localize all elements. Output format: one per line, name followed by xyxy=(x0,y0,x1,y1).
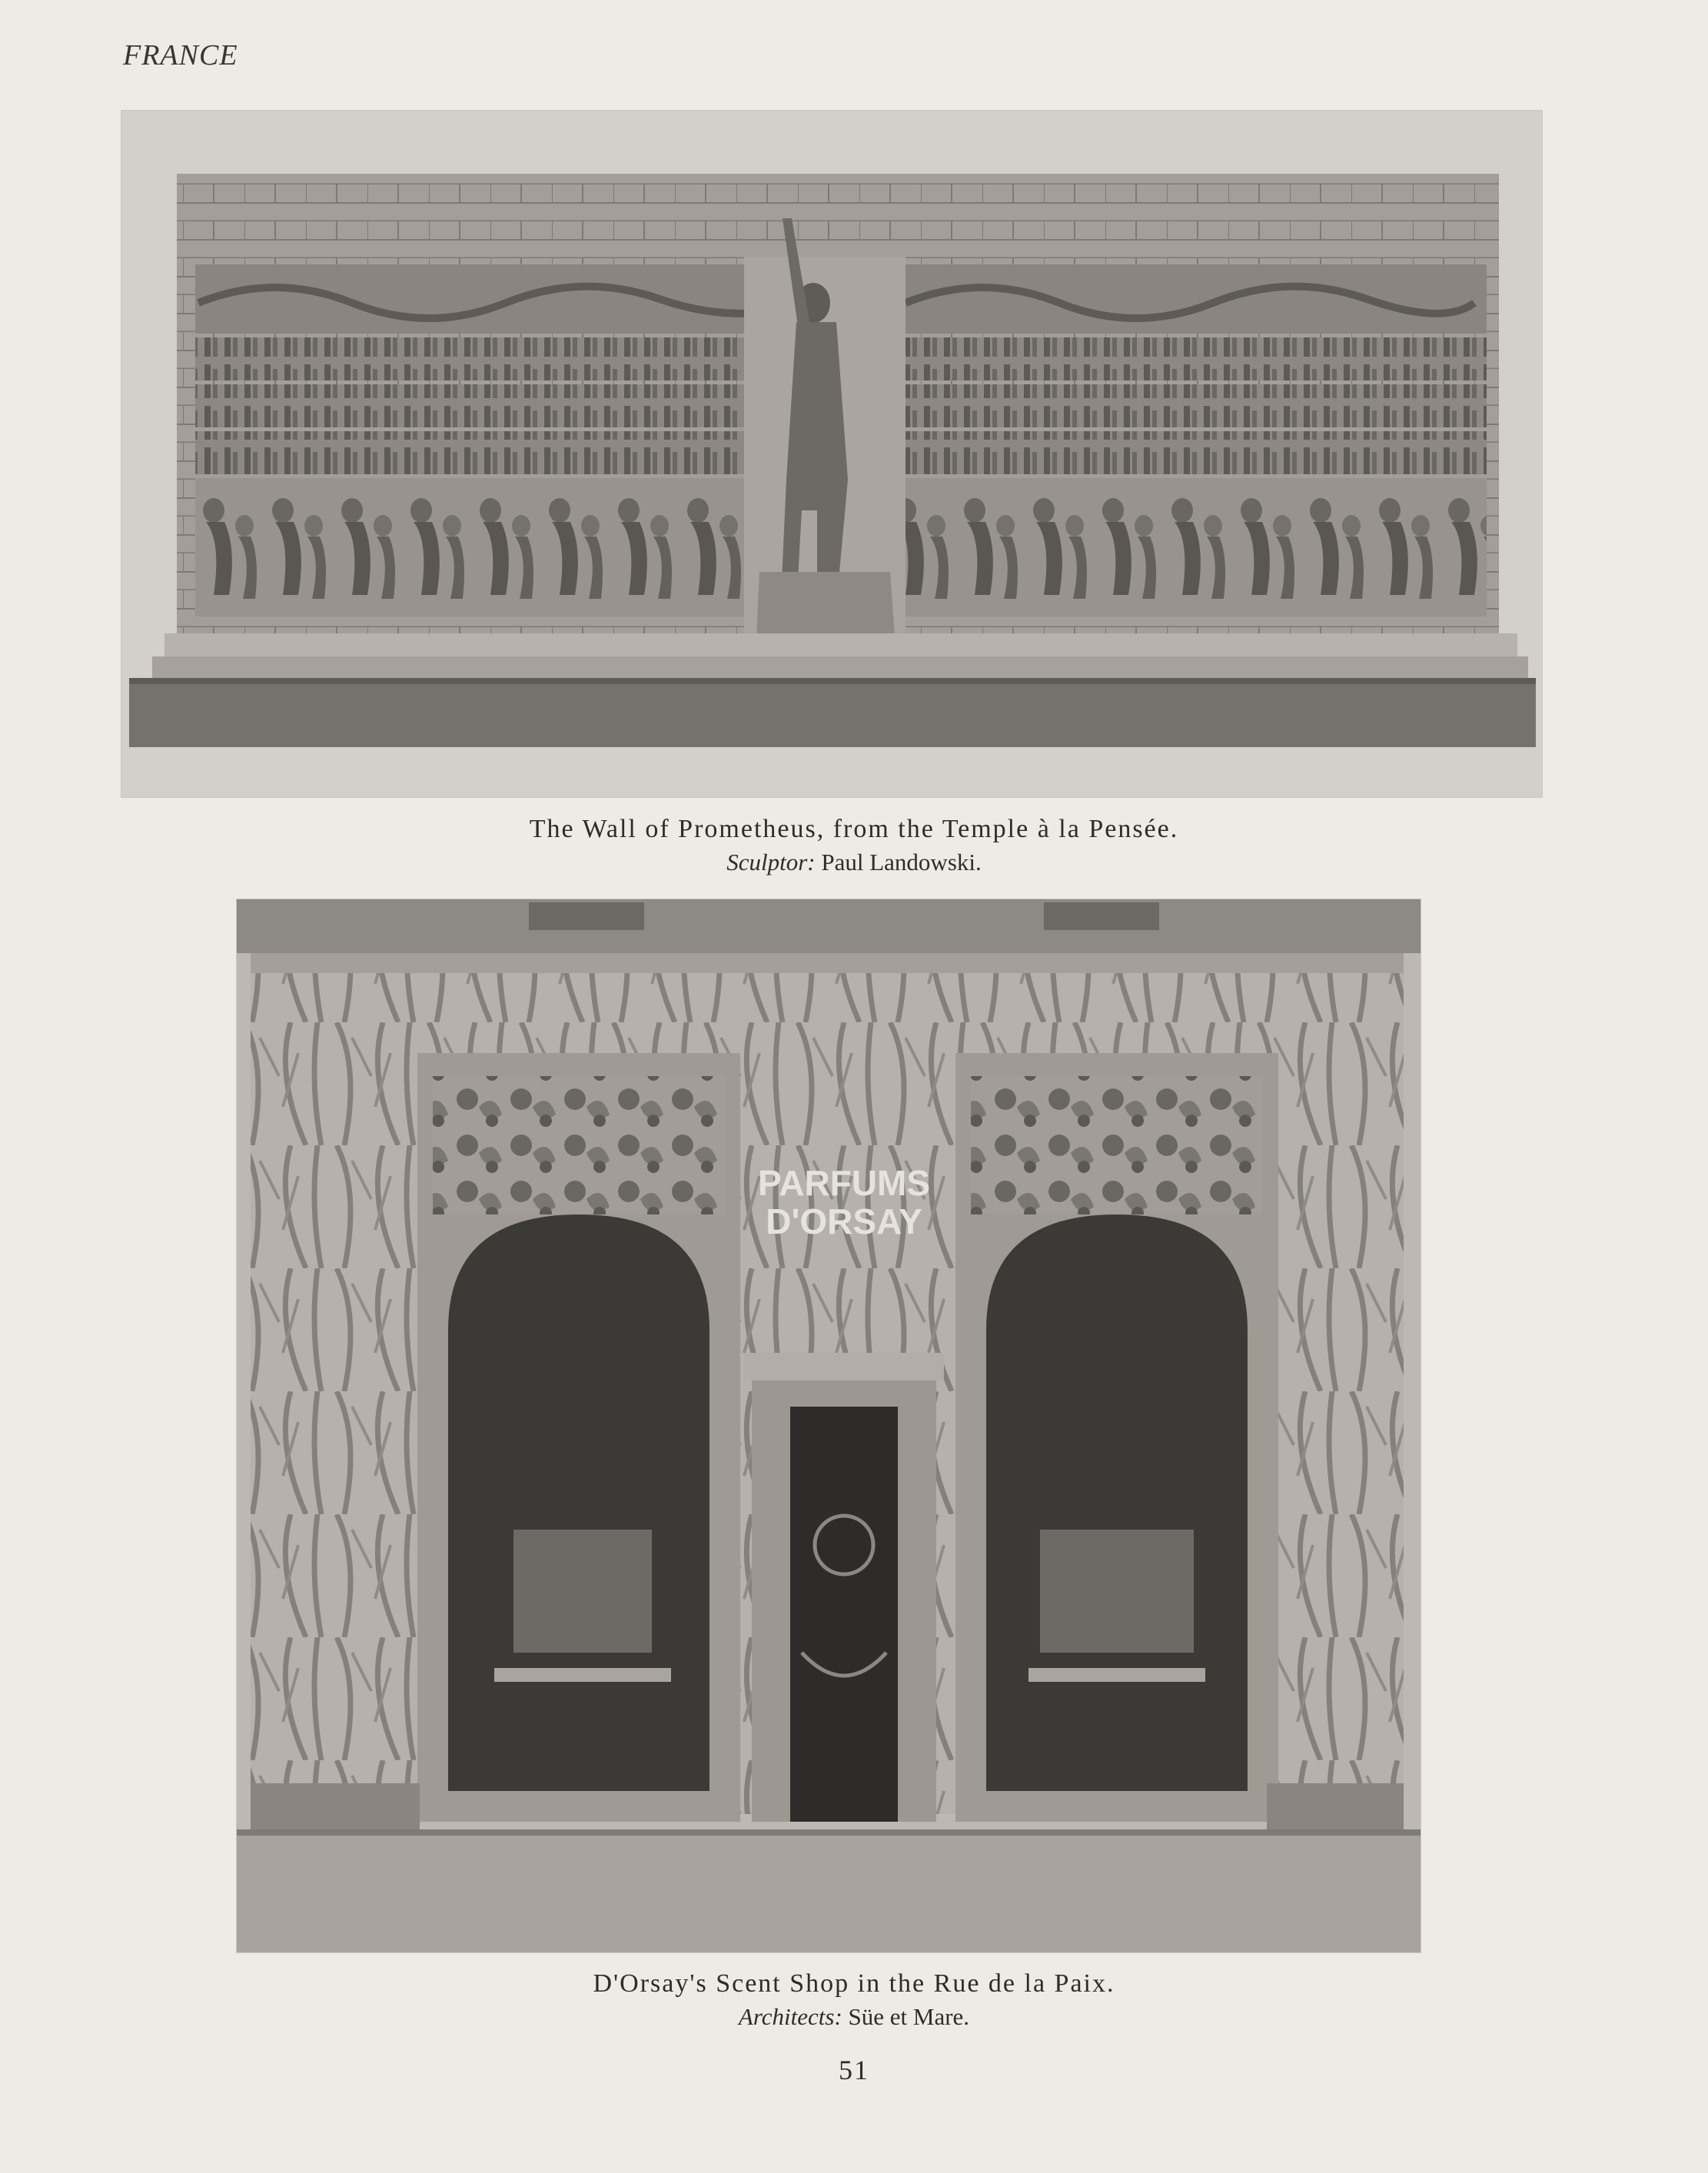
running-head: FRANCE xyxy=(123,39,238,71)
relief-wall-photo xyxy=(121,111,1542,797)
shop-sign-line2: D'ORSAY xyxy=(766,1201,922,1241)
credit-name: Paul Landowski. xyxy=(821,849,982,876)
relief-wall-credit xyxy=(0,849,1708,876)
relief-wall-caption-title: The Wall of Prometheus, from the Temple à la Pensée. xyxy=(529,815,1179,843)
credit-name: Süe et Mare. xyxy=(848,2003,970,2030)
page-number: 51 xyxy=(839,2055,869,2085)
credit-role: Sculptor: xyxy=(726,849,816,876)
relief-wall-caption xyxy=(0,815,1708,876)
shop-facade-caption xyxy=(0,1969,1708,2031)
credit-role: Architects: xyxy=(738,2003,842,2030)
shop-facade-caption-title: D'Orsay's Scent Shop in the Rue de la Paix. xyxy=(593,1969,1115,1998)
shop-sign-line1: PARFUMS xyxy=(757,1163,931,1203)
shop-facade-credit xyxy=(0,2003,1708,2031)
shop-facade-photo xyxy=(237,899,1421,1952)
